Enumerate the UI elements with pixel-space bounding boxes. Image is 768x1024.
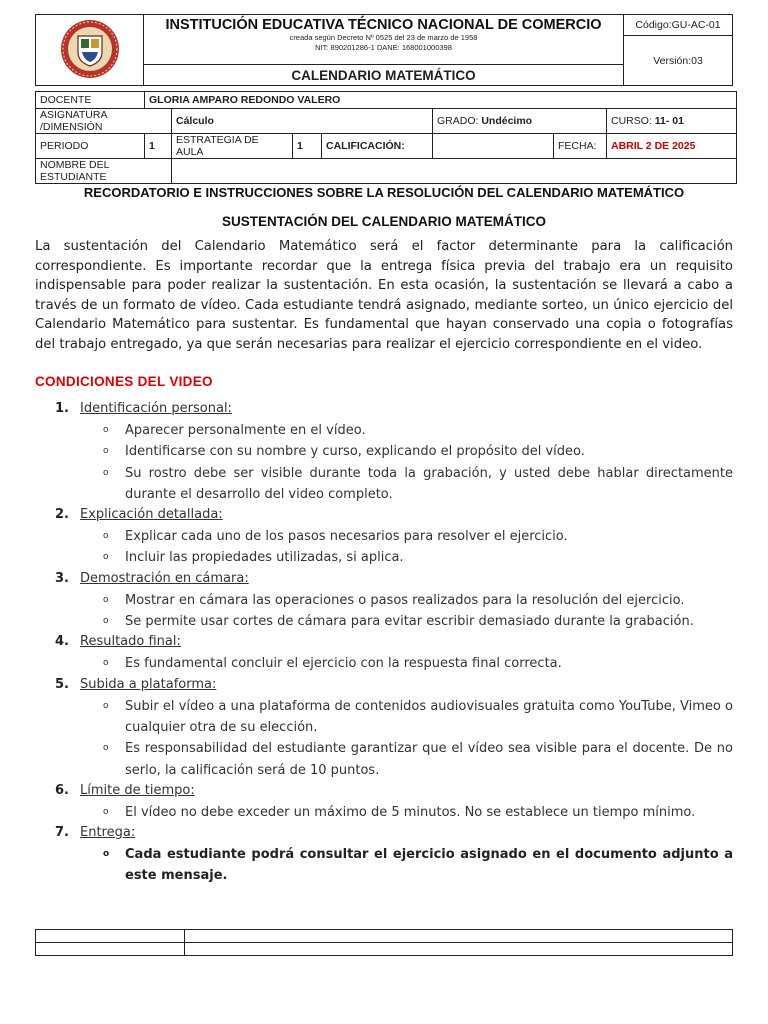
condition-heading [55, 569, 733, 590]
asignatura-value: Cálculo [172, 109, 433, 134]
condition-heading [55, 399, 733, 420]
condition-subitem-text: Explicar cada uno de los pasos necesarios para resolver el ejercicio. [125, 529, 568, 545]
condition-subitem [55, 590, 733, 611]
fecha-value: ABRIL 2 DE 2025 [607, 134, 737, 159]
condition-subitem [55, 738, 733, 781]
condition-subitem-text: Su rostro debe ser visible durante toda la grabación, y usted debe hablar directamente durante el desarrollo del video completo. [125, 465, 733, 502]
document-title: CALENDARIO MATEMÁTICO [144, 65, 624, 86]
calificacion-label: CALIFICACIÓN: [322, 134, 433, 159]
condition-title: Resultado final: [80, 634, 181, 650]
footer-cell [185, 930, 733, 943]
nit-dane-text: NIT: 890201286-1 DANE: 168001000398 [315, 43, 452, 52]
condition-subitem [55, 420, 733, 441]
condition-subitem-text: Cada estudiante podrá consultar el ejercicio asignado en el documento adjunto a este mensaje. [125, 847, 733, 884]
grado-label: GRADO: [437, 115, 479, 127]
bullet-icon: o [103, 743, 109, 754]
condition-number: 1. [55, 401, 69, 416]
bullet-icon: o [103, 446, 109, 457]
bullet-icon: o [103, 658, 109, 669]
condition-subitem-text: El vídeo no debe exceder un máximo de 5 minutos. No se establece un tiempo mínimo. [125, 804, 696, 820]
footer-cell [185, 943, 733, 956]
condition-number: 7. [55, 825, 69, 841]
conditions-list [55, 399, 733, 887]
condition-heading [55, 675, 733, 696]
heading-recordatorio: RECORDATORIO E INSTRUCCIONES SOBRE LA RESOLUCIÓN DEL CALENDARIO MATEMÁTICO [83, 185, 685, 200]
bullet-icon: o [103, 467, 109, 478]
condition-item [55, 632, 733, 674]
condition-number: 3. [55, 570, 69, 586]
condition-subitem-text: Subir el vídeo a una plataforma de contenidos audiovisuales gratuita como YouTube, Vimeo o cualquier otra de su elección. [125, 698, 733, 735]
info-table [35, 91, 737, 184]
condition-title: Explicación detallada: [80, 507, 223, 523]
estudiante-value [172, 159, 737, 184]
condition-subitem [55, 802, 733, 823]
condition-heading [55, 632, 733, 653]
condition-subitem-text: Se permite usar cortes de cámara para evitar escribir demasiado durante la grabación. [125, 614, 694, 630]
condition-subitem [55, 653, 733, 674]
condition-item [55, 505, 733, 569]
condition-title: Identificación personal: [80, 401, 232, 416]
condition-number: 6. [55, 782, 69, 798]
doc-version: Versión:03 [624, 36, 733, 86]
footer-cell [36, 943, 185, 956]
condition-subitem-text: Mostrar en cámara las operaciones o pasos realizados para la resolución del ejercicio. [125, 592, 685, 608]
condition-title: Entrega: [80, 825, 136, 841]
institution-cell [144, 15, 624, 65]
footer-cell [36, 930, 185, 943]
fecha-label: FECHA: [554, 134, 607, 159]
condition-number: 5. [55, 676, 69, 692]
calificacion-value [433, 134, 554, 159]
condition-subitem [55, 526, 733, 547]
condition-number: 4. [55, 634, 69, 650]
asignatura-label: ASIGNATURA /DIMENSIÓN [36, 109, 172, 134]
condition-subitem-text: Es responsabilidad del estudiante garantizar que el vídeo sea visible para el docente. De no serlo, la calificación será de 10 puntos. [125, 741, 733, 778]
docente-value: GLORIA AMPARO REDONDO VALERO [145, 92, 737, 109]
bullet-icon: o [103, 594, 109, 605]
intro-paragraph: La sustentación del Calendario Matemático será el factor determinante para la calificación correspondiente. Es importante recordar que la entrega física previa del trabajo era un requisito indispensable para poder realizar la sustentación. En esta ocasión, la sustentación se llevará a cabo a través de un formato de vídeo. Cada estudiante tendrá asignado, mediante sorteo, un único ejercicio del Calendario Matemático para sustentar. Es fundamental que hayan conservado una copia o fotografías del trabajo entregado, ya que serán necesarias para realizar el ejercicio correspondiente en el video. [35, 239, 733, 352]
condition-subitem-text: Aparecer personalmente en el vídeo. [125, 423, 366, 438]
condition-item [55, 823, 733, 887]
institution-name: INSTITUCIÓN EDUCATIVA TÉCNICO NACIONAL DE COMERCIO [165, 17, 602, 33]
condition-subitem [55, 696, 733, 739]
condition-title: Subida a plataforma: [80, 676, 217, 692]
bullet-icon: o [103, 849, 110, 860]
condition-heading [55, 505, 733, 526]
condition-item [55, 569, 733, 633]
condition-heading [55, 781, 733, 802]
estudiante-label: NOMBRE DEL ESTUDIANTE [36, 159, 172, 184]
condition-item [55, 675, 733, 781]
curso-label: CURSO: [611, 115, 652, 127]
footer-table [35, 929, 733, 956]
conditions-title: CONDICIONES DEL VIDEO [35, 374, 213, 389]
condition-title: Demostración en cámara: [80, 570, 249, 586]
curso-value: 11- 01 [654, 115, 684, 127]
bullet-icon: o [103, 531, 109, 542]
condition-subitem-text: Incluir las propiedades utilizadas, si aplica. [125, 550, 404, 566]
grado-value: Undécimo [481, 115, 533, 127]
periodo-value: 1 [145, 134, 172, 159]
school-crest-logo-icon [59, 18, 121, 80]
periodo-label: PERIODO [36, 134, 145, 159]
condition-heading [55, 823, 733, 844]
condition-item [55, 399, 733, 505]
bullet-icon: o [103, 616, 109, 627]
grado-cell [433, 109, 607, 134]
condition-number: 2. [55, 507, 69, 523]
bullet-icon: o [103, 700, 109, 711]
curso-cell [607, 109, 737, 134]
condition-subitem [55, 441, 733, 462]
decree-text: creada según Decreto Nº 0525 del 23 de marzo de 1958 [289, 33, 478, 42]
condition-subitem [55, 547, 733, 568]
logo-cell [36, 15, 144, 86]
condition-subitem-text: Es fundamental concluir el ejercicio con la respuesta final correcta. [125, 656, 562, 672]
estrategia-value: 1 [293, 134, 322, 159]
heading-sustentacion: SUSTENTACIÓN DEL CALENDARIO MATEMÁTICO [222, 214, 546, 229]
estrategia-label: ESTRATEGIA DE AULA [172, 134, 293, 159]
condition-subitem-text: Identificarse con su nombre y curso, explicando el propósito del vídeo. [125, 444, 585, 460]
header-table [35, 14, 733, 86]
condition-subitem [55, 611, 733, 632]
condition-title: Límite de tiempo: [80, 782, 195, 798]
condition-subitem [55, 844, 733, 887]
docente-label: DOCENTE [36, 92, 145, 109]
bullet-icon: o [103, 806, 109, 817]
bullet-icon: o [103, 552, 109, 563]
doc-code: Código:GU-AC-01 [624, 15, 733, 36]
bullet-icon: o [103, 425, 109, 435]
condition-item [55, 781, 733, 823]
condition-subitem [55, 463, 733, 506]
